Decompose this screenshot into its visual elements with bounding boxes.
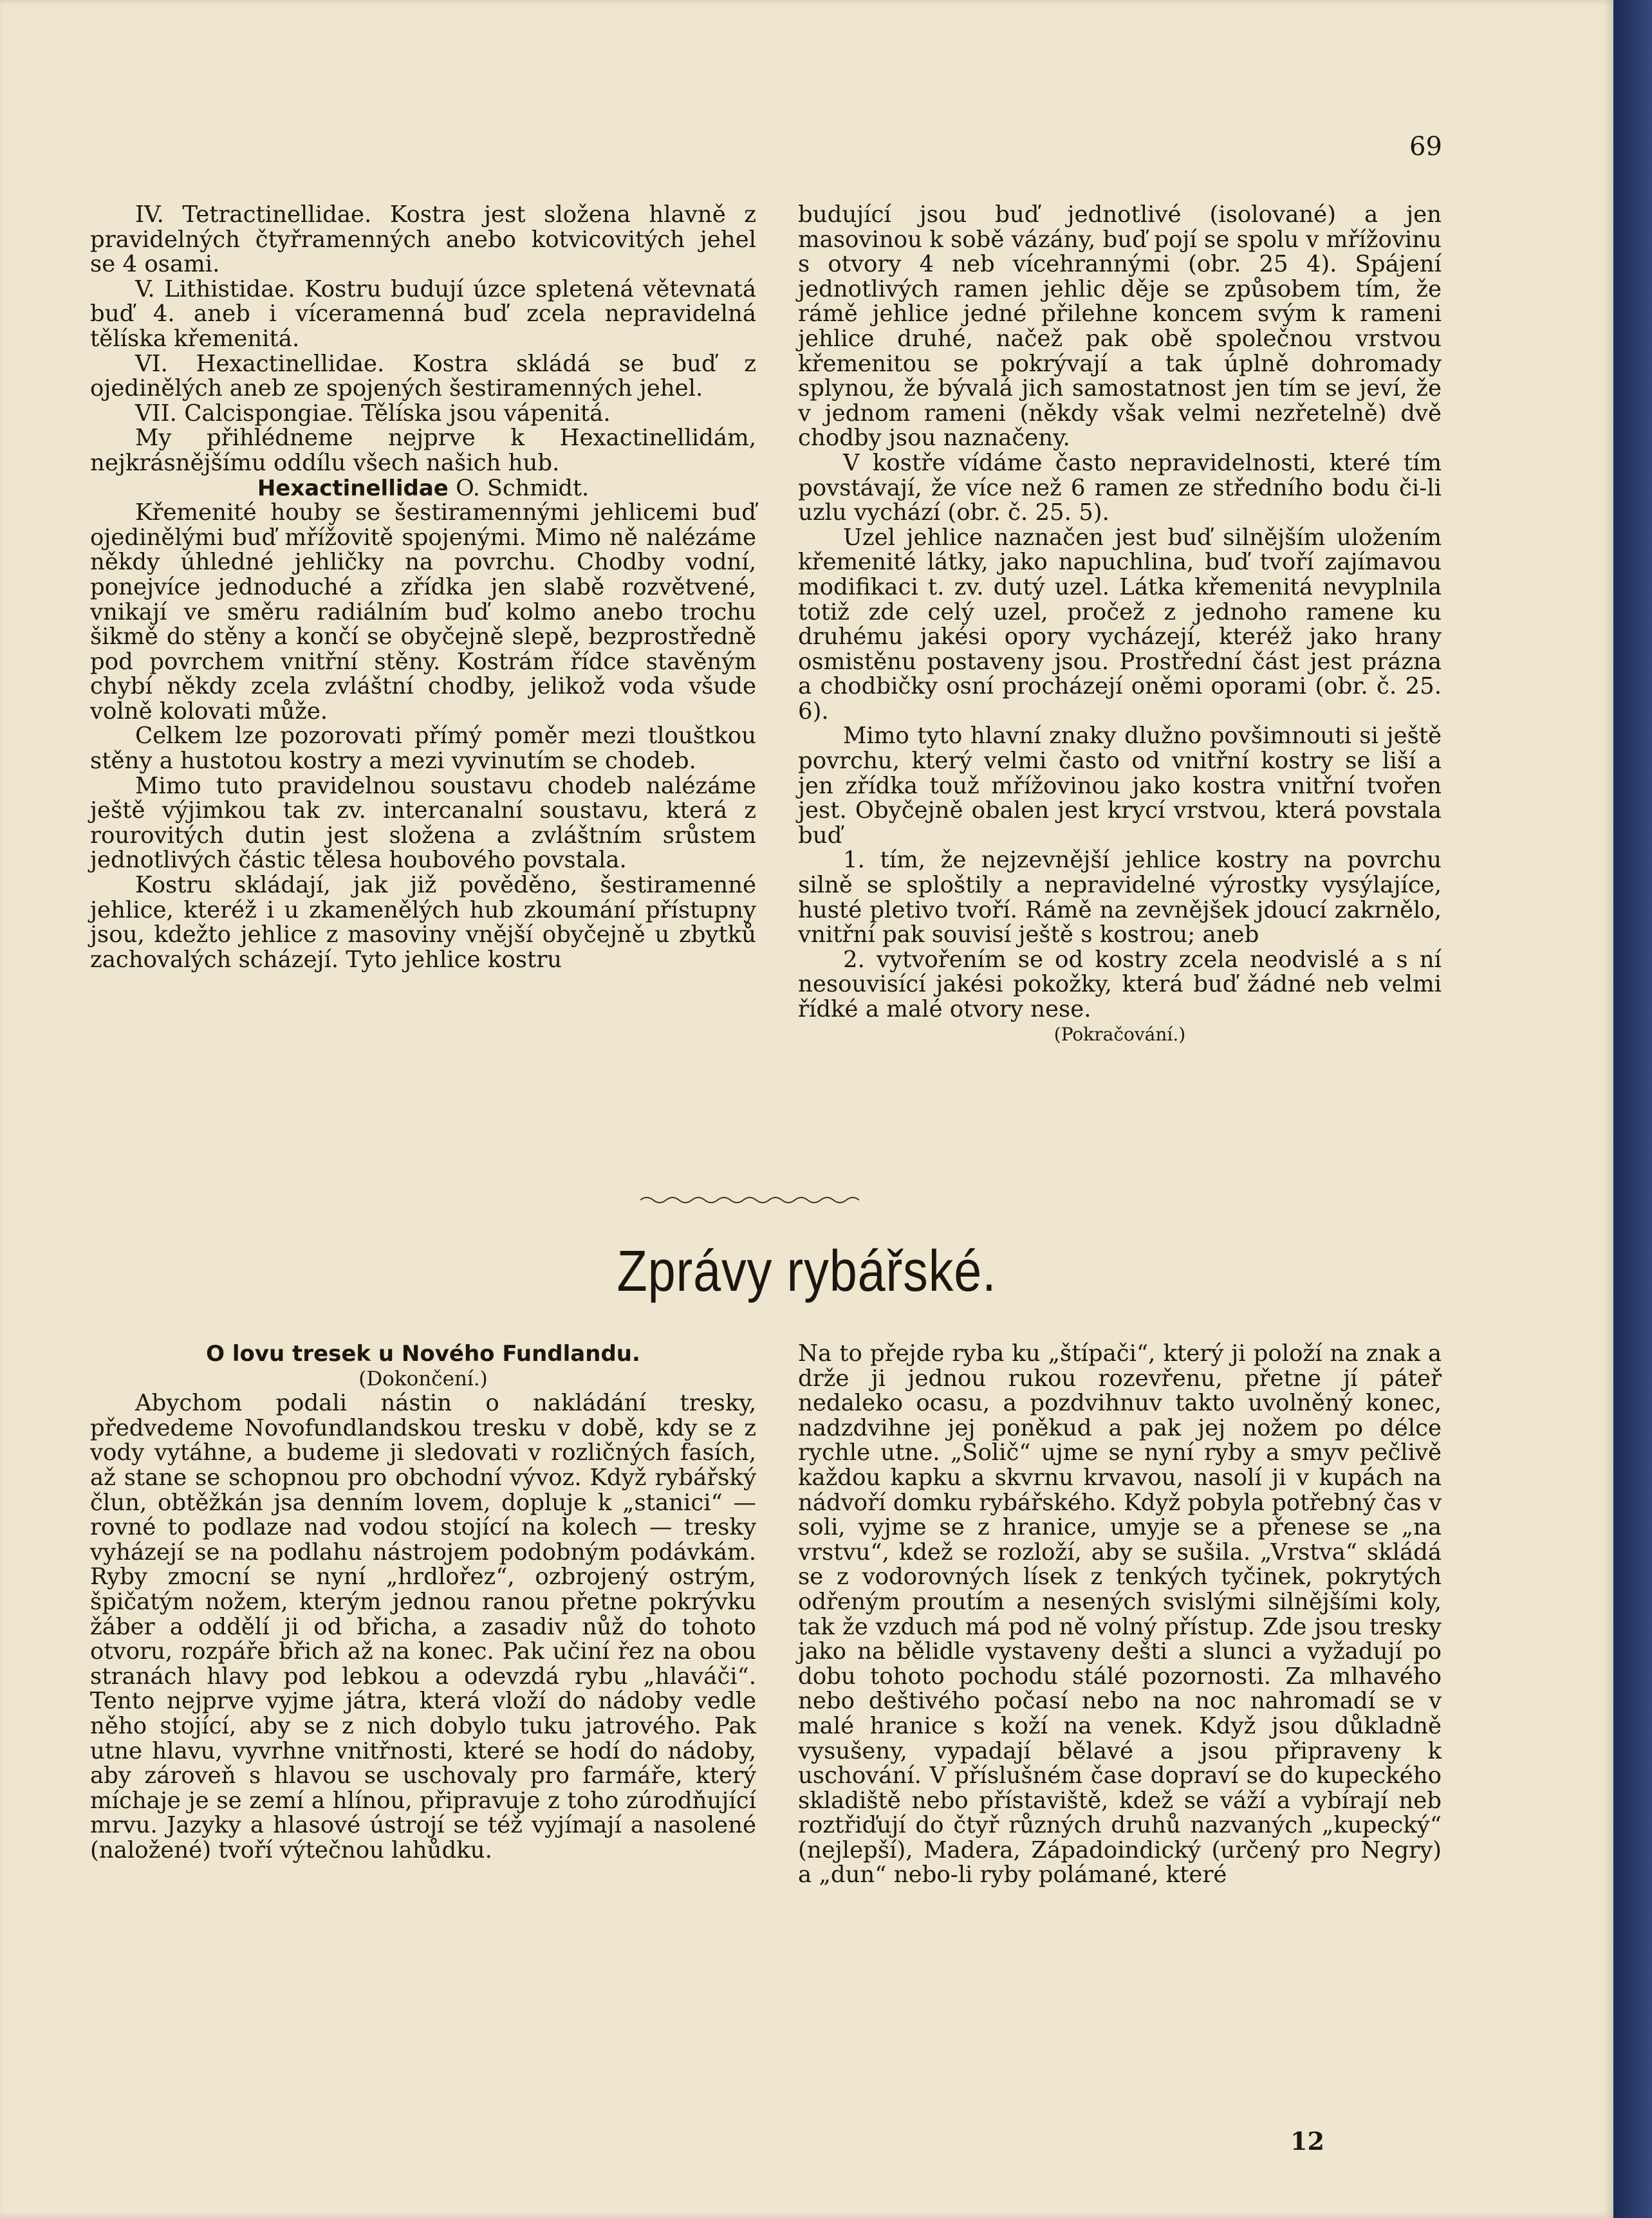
page-number: 69 [1409, 132, 1442, 162]
article-title: O lovu tresek u Nového Fundlandu. [206, 1341, 640, 1367]
paragraph: VI. Hexactinellidae. Kostra skládá se buď z ojedinělých aneb ze spojených šestiramenných jehel. [90, 350, 756, 402]
paragraph: 1. tím, že nejzevnější jehlice kostry na povrchu silně se sploštily a nepravidelné výrostky vysýlajíce, husté pletivo tvoří. Rámě na zevnějšek jdoucí zakrnělo, vnitřní pak souvisí ještě s kostrou; aneb [798, 847, 1442, 948]
paragraph: budující jsou buď jednotlivé (isolované) a jen masovinou k sobě vázány, buď pojí se spolu v mřížovinu s otvory 4 neb vícehrannými (obr. 25 4). Spájení jednotlivých ramen jehlic děje se způsobem tím, že rámě jehlice jedné přilehne koncem svým k rameni jehlice druhé, načež pak obě společnou vrstvou křemenitou se pokrývají a tak úplně dohromady splynou, že bývalá jich samostatnost jen tím se jeví, že v jednom rameni (někdy však velmi nezřetelně) dvě chodby jsou naznačeny. [798, 201, 1442, 452]
section-heading-title: Hexactinellidae [257, 475, 449, 501]
page-edge-background [1613, 0, 1652, 2218]
article-left-column [90, 1342, 756, 1863]
section-heading [90, 476, 756, 501]
section-heading-author: O. Schmidt. [456, 475, 589, 501]
paragraph: Mimo tuto pravidelnou soustavu chodeb nalézáme ještě výjimkou tak zv. intercanalní soustavu, která z rourovitých dutin jest složena a zvláštním srůstem jednotlivých částic tělesa houbového povstala. [90, 772, 756, 874]
paragraph: Uzel jehlice naznačen jest buď silnějším uložením křemenité látky, jako napuchlina, buď tvoří zajímavou modifikaci t. zv. dutý uzel. Látka křemenitá nevyplnila totiž zde celý uzel, pročež z jednoho ramene ku druhému jakési opory vycházejí, kteréž jako hrany osmistěnu postaveny jsou. Prostřední část jest prázna a chodbičky osní procházejí oněmi oporami (obr. č. 25. 6). [798, 524, 1442, 725]
paragraph: Celkem lze pozorovati přímý poměr mezi tlouštkou stěny a hustotou kostry a mezi vyvinutím se chodeb. [90, 723, 756, 775]
sheet-number: 12 [1290, 2127, 1324, 2156]
top-right-column [798, 203, 1442, 1047]
paragraph: Mimo tyto hlavní znaky dlužno povšimnouti si ještě povrchu, který velmi často od vnitřní kostry se liší a jen zřídka touž mřížovinou jako kostra vnitřní tvořen jest. Obyčejně obalen jest krycí vrstvou, která povstala buď [798, 723, 1442, 849]
paragraph: My přihlédneme nejprve k Hexactinellidám, nejkrásnějšímu oddílu všech našich hub. [90, 425, 756, 476]
paragraph: Kostru skládají, jak již pověděno, šestiramenné jehlice, kteréž i u zkamenělých hub zkoumání přístupny jsou, kdežto jehlice z masoviny vnější obyčejně u zbytků zachovalých scházejí. Tyto jehlice kostru [90, 872, 756, 973]
paragraph: V kostře vídáme často nepravidelnosti, které tím povstávají, že více než 6 ramen ze středního bodu či-li uzlu vychází (obr. č. 25. 5). [798, 449, 1442, 526]
section-title: Zprávy rybářské. [617, 1239, 997, 1304]
paragraph: Křemenité houby se šestiramennými jehlicemi buď ojedinělými buď mřížovitě spojenými. Mimo ně nalézáme někdy úhledné jehličky na povrchu. Chodby vodní, ponejvíce jednoduché a zřídka jen slabě rozvětvené, vnikají ve směru radiálním buď kolmo anebo trochu šikmě do stěny a končí se obyčejně slepě, bezprostředně pod povrchem vnitřní stěny. Kostrám řídce stavěným chybí někdy zcela zvláštní chodby, jelikož voda všude volně kolovati může. [90, 499, 756, 725]
ornament-divider [640, 1194, 859, 1206]
paragraph: Na to přejde ryba ku „štípači“, který ji položí na znak a drže ji jednou rukou rozevřenu, přetne jí páteř nedaleko ocasu, a pozdvihnuv takto uvolněný konec, nadzdvihne jej poněkud a pak jej nožem po délce rychle utne. „Solič“ ujme se nyní ryby a smyv pečlivě každou kapku a skvrnu krvavou, nasolí ji v kupách na nádvoří domku rybářského. Když pobyla potřebný čas v soli, vyjme se z hranice, umyje se a přenese se „na vrstvu“, kdež se rozloží, aby se sušila. „Vrstva“ skládá se z vodorovných lísek z tenkých tyčinek, pokrytých odřeným proutím a nesených svislými silnějšími koly, tak že vzduch má pod ně volný přístup. Zde jsou tresky jako na bělidle vystaveny dešti a slunci a vyžadují po dobu tohoto pochodu stálé pozornosti. Za mlhavého nebo deštivého počasí nebo na noc nahromadí se v malé hranice s koží na venek. Když jsou důkladně vysušeny, vypadají bělavé a jsou připraveny k uschování. V příslušném čase dopraví se do kupeckého skladiště nebo přístaviště, kdež se váží a vybírají neb roztřiďují do čtyř různých druhů nazvaných „kupecký“ (nejlepší), Madera, Západoindický (určený pro Negry) a „dun“ nebo-li ryby polámané, které [798, 1340, 1442, 1889]
paragraph: Abychom podali nástin o nakládání tresky, předvedeme Novofundlandskou tresku v době, kdy se z vody vytáhne, a budeme ji sledovati v rozličných fasích, až stane se schopnou pro obchodní vývoz. Když rybářský člun, obtěžkán jsa denním lovem, dopluje k „stanici“ — rovné to podlaze nad vodou stojící na kolech — tresky vyházejí se na podlahu nástrojem podobným podávkám. Ryby zmocní se nyní „hrdlořez“, ozbrojený ostrým, špičatým nožem, kterým jednou ranou přetne pokrývku žáber a oddělí ji od břicha, a zasadiv nůž do tohoto otvoru, rozpáře břich až na konec. Pak učiní řez na obou stranách hlavy pod lebkou a odevzdá rybu „hlaváči“. Tento nejprve vyjme játra, která vloží do nádoby vedle něho stojící, aby se z nich dobylo tuku jatrového. Pak utne hlavu, vyvrhne vnitřnosti, které se hodí do nádoby, aby zároveň s hlavou se uschovaly pro farmáře, který míchaje je se zemí a hlínou, připravuje z toho zúrodňující mrvu. Jazyky a hlasové ústrojí se též vyjímají a nasolené (naložené) tvoří výtečnou lahůdku. [90, 1390, 756, 1863]
paragraph: V. Lithistidae. Kostru budují úzce spletená větevnatá buď 4. aneb i víceramenná buď zcela nepravidelná tělíska křemenitá. [90, 275, 756, 352]
top-left-column [90, 203, 756, 972]
paragraph: 2. vytvořením se od kostry zcela neodvislé a s ní nesouvisící jakési pokožky, která buď žádné neb velmi řídké a malé otvory nese. [798, 946, 1442, 1022]
article-right-column [798, 1342, 1442, 1888]
paragraph: VII. Calcispongiae. Tělíska jsou vápenitá. [135, 400, 611, 427]
continued-note: (Pokračování.) [1053, 1023, 1186, 1045]
article-subtitle: (Dokončení.) [358, 1367, 488, 1391]
paragraph: IV. Tetractinellidae. Kostra jest složena hlavně z pravidelných čtyřramenných anebo kotvicovitých jehel se 4 osami. [90, 201, 756, 278]
